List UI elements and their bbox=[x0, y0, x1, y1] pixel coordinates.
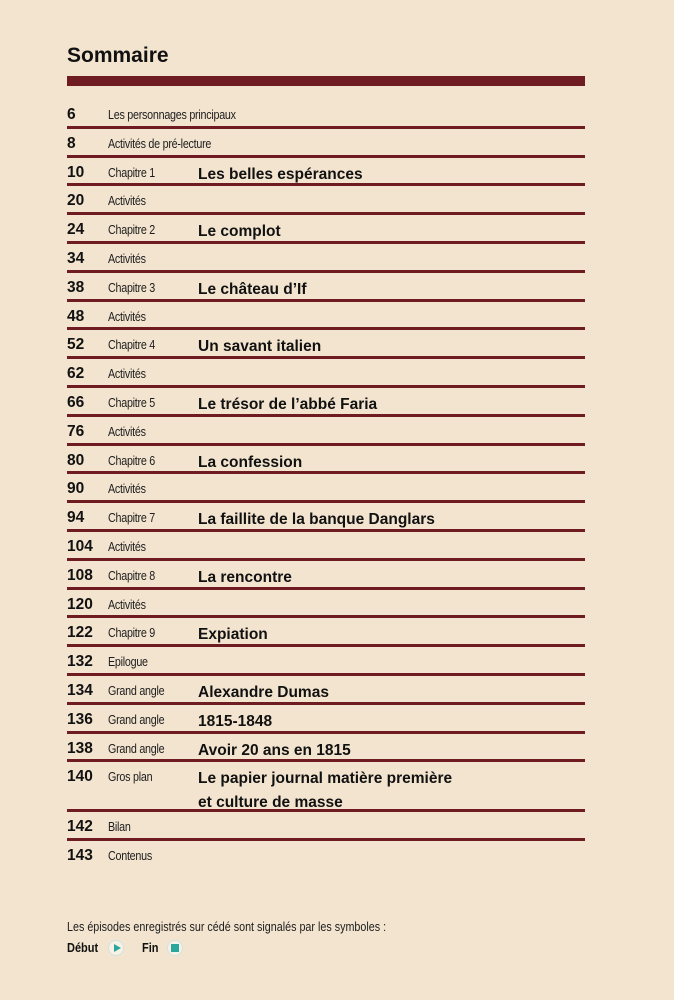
toc-section-label: Contenus bbox=[108, 849, 152, 864]
toc-chapter-title: Le complot bbox=[198, 223, 281, 241]
toc-page-number: 104 bbox=[67, 537, 93, 555]
start-label: Début bbox=[67, 941, 99, 955]
toc-chapter-title: Avoir 20 ans en 1815 bbox=[198, 741, 351, 759]
toc-chapter-title: La confession bbox=[198, 453, 303, 471]
toc-chapter-title: Les belles espérances bbox=[198, 165, 363, 183]
page-title: Sommaire bbox=[67, 44, 169, 67]
toc-row bbox=[67, 618, 585, 647]
toc-page-number: 94 bbox=[67, 509, 85, 527]
title-rule bbox=[67, 76, 585, 86]
toc-row bbox=[67, 590, 585, 619]
stop-icon bbox=[167, 940, 183, 956]
toc-section-label: Chapitre 4 bbox=[108, 338, 156, 353]
toc-page-number: 66 bbox=[67, 393, 85, 411]
toc-row bbox=[67, 705, 585, 734]
toc-section-label: Activités bbox=[108, 597, 146, 612]
toc-page-number: 138 bbox=[67, 739, 93, 757]
toc-chapter-title: Le château d’If bbox=[198, 280, 307, 298]
toc-page-number: 20 bbox=[67, 192, 85, 210]
toc-row bbox=[67, 474, 585, 503]
toc-section-label: Chapitre 9 bbox=[108, 626, 156, 641]
toc-section-label: Chapitre 2 bbox=[108, 223, 156, 238]
toc-section-label: Epilogue bbox=[108, 655, 148, 670]
toc-section-label: Activités bbox=[108, 251, 146, 266]
toc-page-number: 34 bbox=[67, 249, 85, 267]
toc-row bbox=[67, 446, 585, 475]
toc-row bbox=[67, 841, 585, 870]
toc-row bbox=[67, 388, 585, 417]
toc-chapter-title: Le papier journal matière première et culture de masse bbox=[198, 770, 453, 812]
toc-section-label: Chapitre 7 bbox=[108, 511, 156, 526]
toc-section-label: Les personnages principaux bbox=[108, 108, 236, 122]
toc-section-label: Chapitre 5 bbox=[108, 395, 156, 410]
toc-row bbox=[67, 762, 585, 812]
toc-section-label: Activités de pré-lecture bbox=[108, 136, 212, 151]
toc-chapter-title: 1815-1848 bbox=[198, 712, 273, 730]
toc-row bbox=[67, 503, 585, 532]
toc-row bbox=[67, 158, 585, 187]
toc-row bbox=[67, 359, 585, 388]
toc-chapter-title: Expiation bbox=[198, 626, 268, 644]
toc-page-number: 8 bbox=[67, 134, 76, 152]
toc-chapter-title: La rencontre bbox=[198, 568, 292, 586]
play-icon bbox=[108, 940, 124, 956]
toc-section-label: Chapitre 1 bbox=[108, 165, 156, 180]
toc-row bbox=[67, 417, 585, 446]
toc-row bbox=[67, 273, 585, 302]
toc-chapter-title: Alexandre Dumas bbox=[198, 683, 329, 701]
toc-row bbox=[67, 215, 585, 244]
toc-row bbox=[67, 734, 585, 763]
toc-row bbox=[67, 186, 585, 215]
toc-row bbox=[67, 561, 585, 590]
toc-section-label: Bilan bbox=[108, 820, 131, 835]
toc-page-number: 136 bbox=[67, 710, 93, 728]
toc-page-number: 6 bbox=[67, 106, 76, 123]
toc-page-number: 140 bbox=[67, 768, 93, 786]
toc-section-label: Activités bbox=[108, 367, 146, 382]
toc-section-label: Grand angle bbox=[108, 712, 165, 727]
toc-row bbox=[67, 532, 585, 561]
table-of-contents bbox=[67, 100, 585, 870]
toc-section-label: Gros plan bbox=[108, 770, 153, 785]
toc-row bbox=[67, 676, 585, 705]
toc-page-number: 142 bbox=[67, 818, 93, 836]
toc-section-label: Chapitre 3 bbox=[108, 280, 156, 295]
toc-section-label: Chapitre 6 bbox=[108, 453, 156, 468]
toc-page-number: 52 bbox=[67, 336, 85, 354]
toc-section-label: Grand angle bbox=[108, 683, 165, 698]
toc-row bbox=[67, 244, 585, 273]
toc-section-label: Activités bbox=[108, 424, 146, 439]
toc-section-label: Activités bbox=[108, 194, 146, 209]
toc-page-number: 48 bbox=[67, 307, 85, 325]
toc-row bbox=[67, 302, 585, 331]
toc-page-number: 134 bbox=[67, 681, 93, 699]
toc-page-number: 10 bbox=[67, 163, 85, 181]
toc-page-number: 24 bbox=[67, 221, 85, 239]
toc-section-label: Activités bbox=[108, 309, 146, 324]
symbols-legend bbox=[67, 940, 195, 956]
toc-row bbox=[67, 100, 585, 129]
toc-page-number: 132 bbox=[67, 653, 93, 671]
end-label: Fin bbox=[142, 941, 159, 955]
toc-page-number: 38 bbox=[67, 278, 85, 296]
toc-page-number: 76 bbox=[67, 422, 85, 440]
toc-section-label: Grand angle bbox=[108, 741, 165, 756]
toc-section-label: Activités bbox=[108, 482, 146, 497]
footer-note: Les épisodes enregistrés sur cédé sont signalés par les symboles : bbox=[67, 920, 387, 934]
toc-page-number: 122 bbox=[67, 624, 93, 642]
toc-page-number: 90 bbox=[67, 480, 85, 498]
toc-section-label: Chapitre 8 bbox=[108, 568, 156, 583]
toc-row bbox=[67, 129, 585, 158]
toc-row bbox=[67, 647, 585, 676]
toc-page-number: 62 bbox=[67, 365, 85, 383]
toc-section-label: Activités bbox=[108, 539, 146, 554]
toc-chapter-title: Le trésor de l’abbé Faria bbox=[198, 395, 378, 413]
toc-chapter-title: Un savant italien bbox=[198, 338, 322, 356]
toc-page-number: 108 bbox=[67, 566, 93, 584]
toc-page-number: 143 bbox=[67, 847, 93, 865]
toc-row bbox=[67, 812, 585, 841]
toc-row bbox=[67, 330, 585, 359]
toc-page-number: 80 bbox=[67, 451, 85, 469]
toc-page-number: 120 bbox=[67, 595, 93, 613]
toc-chapter-title: La faillite de la banque Danglars bbox=[198, 511, 435, 529]
